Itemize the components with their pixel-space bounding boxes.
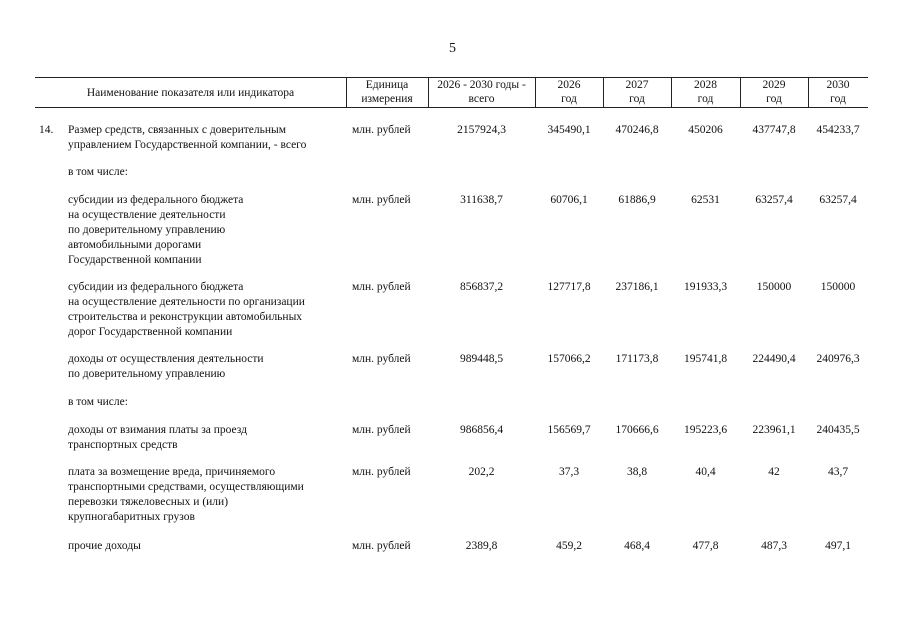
indicator-name-line: Размер средств, связанных с доверительным	[68, 124, 287, 136]
year-2030-value: 497,1	[825, 540, 851, 552]
total-value: 856837,2	[459, 281, 504, 293]
year-2029-value: 150000	[756, 281, 792, 293]
year-2027-value: 170666,6	[615, 424, 659, 436]
indicator-name-line: на осуществление деятельности по организации	[68, 296, 305, 308]
indicator-name-line: управлением Государственной компании, - всего	[68, 139, 307, 151]
header-year-cell	[603, 78, 671, 106]
year-2026-value: 345490,1	[547, 124, 591, 136]
header-year-number: 2028	[694, 79, 717, 91]
year-2028-value: 40,4	[695, 466, 716, 478]
indicator-name-line: строительства и реконструкции автомобильных	[68, 311, 303, 323]
indicator-name	[68, 123, 353, 153]
indicator-name	[68, 280, 353, 340]
year-2030-value: 240976,3	[816, 353, 860, 365]
header-year-cell	[535, 78, 603, 106]
indicator-name-line: плата за возмещение вреда, причиняемого	[68, 466, 276, 478]
total-value: 989448,5	[459, 353, 504, 365]
page-number: 5	[449, 41, 456, 56]
header-year-number: 2026	[557, 79, 581, 91]
header-year-cell	[671, 78, 740, 106]
year-2029-value: 223961,1	[752, 424, 796, 436]
indicator-name-line: на осуществление деятельности	[68, 209, 226, 221]
indicator-name-line: крупногабаритных грузов	[68, 511, 195, 523]
total-value: 2157924,3	[457, 124, 506, 136]
indicator-name	[68, 193, 353, 268]
header-year-suffix: год	[766, 93, 782, 105]
year-2027-value: 171173,8	[615, 353, 659, 365]
indicator-name-line: дорог Государственной компании	[68, 326, 233, 338]
year-2030-value: 240435,5	[816, 424, 860, 436]
unit-cell: млн. рублей	[352, 194, 411, 206]
header-year-suffix: год	[830, 93, 846, 105]
indicator-name-line: транспортных средств	[68, 439, 178, 451]
year-2027-value: 237186,1	[615, 281, 659, 293]
header-name-label: Наименование показателя или индикатора	[86, 87, 295, 99]
total-value: 986856,4	[459, 424, 504, 436]
indicator-name-line: Государственной компании	[68, 254, 202, 266]
year-2029-value: 224490,4	[752, 353, 796, 365]
header-year-number: 2027	[625, 79, 649, 91]
indicator-name-line: транспортными средствами, осуществляющими	[68, 481, 304, 493]
header-year-number: 2030	[826, 79, 850, 91]
header-name-cell	[35, 86, 346, 114]
header-year-cell	[740, 78, 808, 106]
year-2030-value: 63257,4	[819, 194, 857, 206]
year-2028-value: 195741,8	[683, 353, 728, 365]
header-total-line: 2026 - 2030 годы -	[437, 79, 526, 91]
header-total-line: всего	[468, 93, 495, 105]
year-2028-value: 62531	[691, 194, 720, 206]
indicator-name	[68, 352, 353, 382]
year-2026-value: 37,3	[558, 466, 580, 478]
header-year-suffix: год	[629, 93, 645, 105]
year-2028-value: 477,8	[692, 540, 719, 552]
year-2027-value: 470246,8	[615, 124, 659, 136]
header-unit-cell	[346, 78, 428, 106]
year-2026-value: 60706,1	[550, 194, 588, 206]
year-2026-value: 459,2	[556, 540, 582, 552]
year-2026-value: 156569,7	[547, 424, 591, 436]
year-2028-value: 195223,6	[683, 424, 728, 436]
year-2029-value: 437747,8	[752, 124, 796, 136]
unit-cell: млн. рублей	[352, 353, 411, 365]
header-year-cell	[808, 78, 868, 106]
header-unit-line: измерения	[361, 93, 413, 105]
indicator-name-line: перевозки тяжеловесных и (или)	[68, 496, 229, 508]
indicator-name-line: доходы от осуществления деятельности	[68, 353, 264, 365]
year-2027-value: 468,4	[624, 540, 650, 552]
total-value: 311638,7	[460, 194, 503, 206]
indicator-name	[68, 423, 353, 453]
indicator-name-line: субсидии из федерального бюджета	[68, 194, 244, 206]
unit-cell: млн. рублей	[352, 281, 411, 293]
header-total-cell	[428, 78, 535, 106]
header-unit-line: Единица	[365, 79, 409, 91]
indicator-name-line: автомобильными дорогами	[68, 239, 202, 251]
year-2030-value: 150000	[820, 281, 856, 293]
total-value: 202,2	[468, 466, 495, 478]
year-2029-value: 42	[768, 466, 780, 478]
indicator-name-line: субсидии из федерального бюджета	[68, 281, 244, 293]
year-2026-value: 127717,8	[547, 281, 591, 293]
indicator-name	[68, 165, 353, 180]
indicator-name-line: прочие доходы	[68, 540, 141, 552]
row-number: 14.	[39, 124, 54, 136]
year-2026-value: 157066,2	[547, 353, 591, 365]
indicator-name	[68, 539, 353, 554]
indicator-name-line: в том числе:	[68, 396, 128, 408]
year-2028-value: 450206	[688, 124, 723, 136]
year-2030-value: 454233,7	[816, 124, 860, 136]
total-value: 2389,8	[465, 540, 498, 552]
header-year-number: 2029	[762, 79, 786, 91]
year-2029-value: 487,3	[761, 540, 787, 552]
unit-cell: млн. рублей	[352, 540, 411, 552]
header-year-suffix: год	[561, 93, 577, 105]
unit-cell: млн. рублей	[352, 466, 411, 478]
indicator-name-line: по доверительному управлению	[68, 368, 226, 380]
indicator-name	[68, 395, 353, 410]
unit-cell: млн. рублей	[352, 124, 411, 136]
year-2027-value: 38,8	[626, 466, 648, 478]
indicator-name-line: по доверительному управлению	[68, 224, 226, 236]
year-2029-value: 63257,4	[755, 194, 793, 206]
indicator-name-line: доходы от взимания платы за проезд	[68, 424, 247, 436]
year-2027-value: 61886,9	[618, 194, 656, 206]
indicator-name-line: в том числе:	[68, 166, 128, 178]
unit-cell: млн. рублей	[352, 424, 411, 436]
indicator-name	[68, 465, 353, 525]
year-2030-value: 43,7	[827, 466, 849, 478]
year-2028-value: 191933,3	[683, 281, 728, 293]
header-year-suffix: год	[697, 93, 714, 105]
